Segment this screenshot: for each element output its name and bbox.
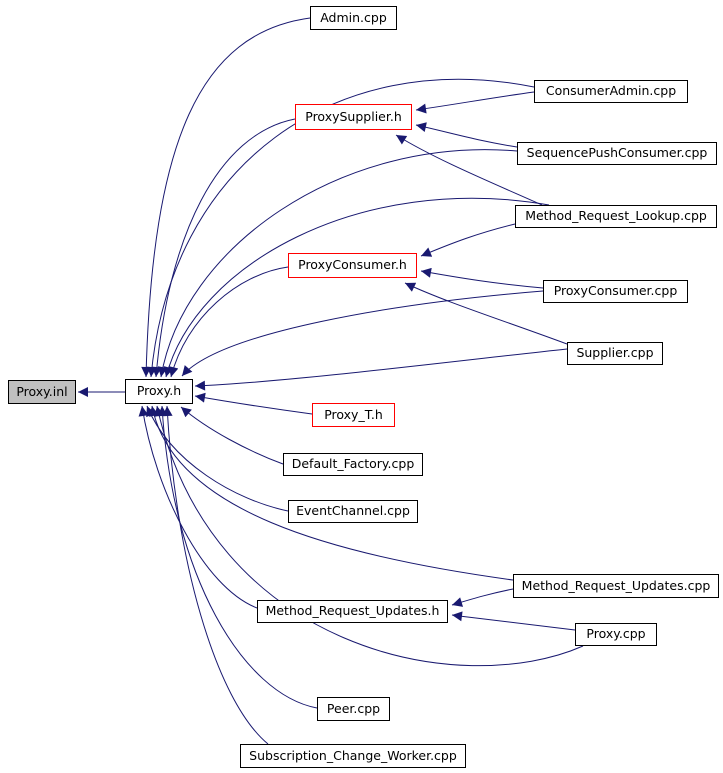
node-default-factory-cpp[interactable]: Default_Factory.cpp — [283, 453, 423, 476]
node-peer-cpp[interactable]: Peer.cpp — [317, 697, 390, 721]
node-proxy-cpp[interactable]: Proxy.cpp — [575, 623, 657, 646]
node-proxy-t-h[interactable]: Proxy_T.h — [312, 403, 395, 427]
node-proxysupplier-h[interactable]: ProxySupplier.h — [295, 104, 412, 130]
edge-proxysupplier-h-to-proxy-h — [156, 119, 295, 377]
edge-peer-cpp-to-proxy-h — [162, 406, 317, 708]
node-proxy-h[interactable]: Proxy.h — [125, 379, 193, 404]
edge-proxy-cpp-to-method-request-updates-h — [452, 615, 575, 630]
node-eventchannel-cpp[interactable]: EventChannel.cpp — [288, 500, 418, 523]
edge-admin-cpp-to-proxy-h — [146, 18, 310, 377]
edge-default-factory-cpp-to-proxy-h — [181, 407, 283, 464]
node-proxyconsumer-cpp[interactable]: ProxyConsumer.cpp — [543, 280, 688, 303]
node-method-request-lookup-cpp[interactable]: Method_Request_Lookup.cpp — [515, 205, 717, 228]
edge-proxyconsumer-cpp-to-proxy-h — [182, 291, 543, 376]
node-proxyconsumer-h[interactable]: ProxyConsumer.h — [288, 253, 417, 278]
edge-proxy-t-h-to-proxy-h — [195, 396, 312, 414]
edge-proxy-cpp-to-proxy-h — [157, 406, 583, 666]
edge-proxyconsumer-h-to-proxy-h — [171, 267, 288, 377]
edge-subscription-change-worker-cpp-to-proxy-h — [167, 406, 268, 744]
node-sequencepushconsumer-cpp[interactable]: SequencePushConsumer.cpp — [517, 142, 717, 165]
node-supplier-cpp[interactable]: Supplier.cpp — [567, 342, 663, 365]
node-method-request-updates-h[interactable]: Method_Request_Updates.h — [257, 600, 448, 623]
edge-method-request-updates-cpp-to-proxy-h — [152, 406, 513, 580]
edge-consumeradmin-cpp-to-proxysupplier-h — [416, 92, 534, 110]
edge-proxyconsumer-cpp-to-proxyconsumer-h — [421, 271, 543, 288]
edge-method-request-lookup-cpp-to-proxyconsumer-h — [421, 224, 515, 256]
edge-method-request-updates-cpp-to-method-request-updates-h — [452, 589, 513, 605]
node-subscription-change-worker-cpp[interactable]: Subscription_Change_Worker.cpp — [240, 744, 466, 768]
node-consumeradmin-cpp[interactable]: ConsumerAdmin.cpp — [534, 80, 688, 103]
edge-sequencepushconsumer-cpp-to-proxysupplier-h — [416, 125, 517, 147]
node-method-request-updates-cpp[interactable]: Method_Request_Updates.cpp — [513, 574, 719, 598]
node-admin-cpp[interactable]: Admin.cpp — [310, 6, 397, 30]
node-proxy-inl: Proxy.inl — [8, 380, 76, 404]
edge-supplier-cpp-to-proxy-h — [195, 349, 567, 386]
